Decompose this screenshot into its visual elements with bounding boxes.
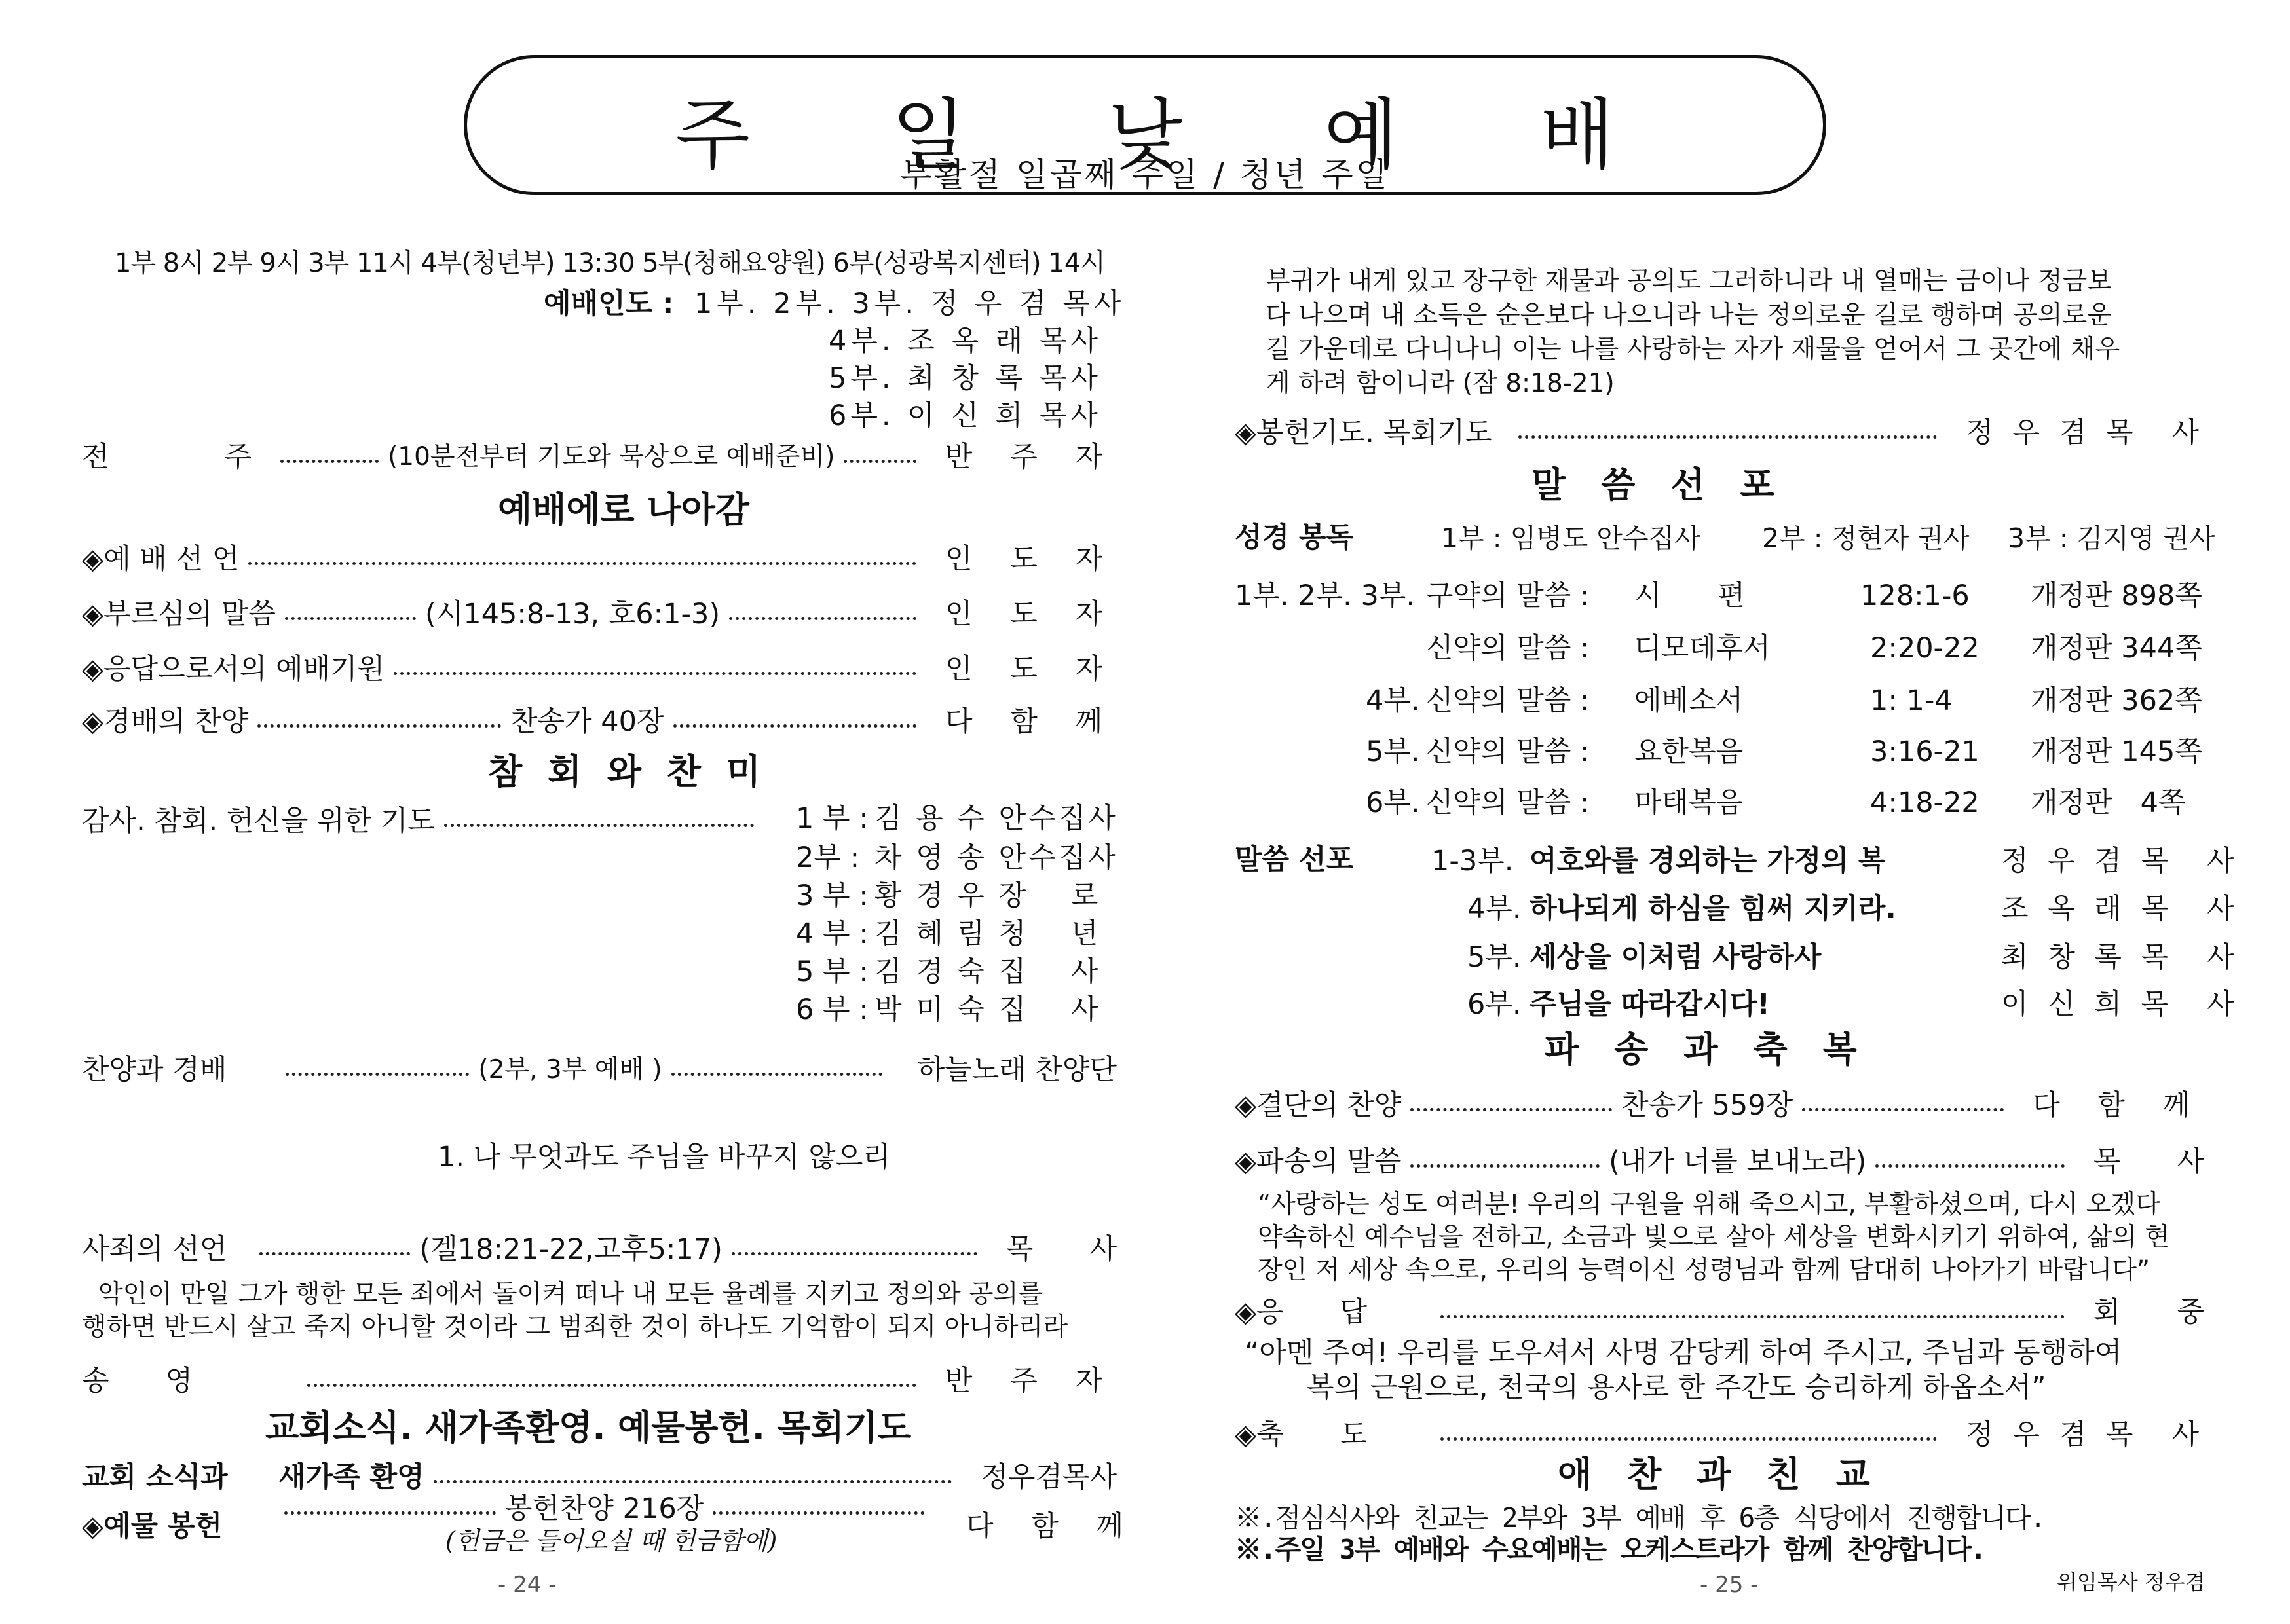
sermon-part: 5부. <box>1467 941 1522 974</box>
sending-text: “사랑하는 성도 여러분! 우리의 구원을 위해 죽으시고, 부활하셨으며, 다시 오겠다 <box>1258 1190 2160 1219</box>
reading-page: 개정판 145쪽 <box>2031 735 2202 768</box>
pastor-credit: 위임목사 정우겸 <box>2057 1570 2206 1595</box>
dot-leader <box>713 1511 924 1515</box>
sermon-preacher: 이 신 희 목 사 <box>2001 988 2240 1021</box>
dot-leader <box>434 1480 952 1483</box>
reading-kind: 신약의 말씀 : <box>1426 786 1590 819</box>
sermon-title: 세상을 이처럼 사랑하사 <box>1530 941 1822 974</box>
row-detail: (10분전부터 기도와 묵상으로 예배준비) <box>388 442 835 471</box>
prayer-part: 5 부 : <box>796 955 869 988</box>
row-role: 정우겸목사 <box>981 1460 1117 1494</box>
announcement: ※.주일 3부 예배와 수요예배는 오케스트라가 함께 찬양합니다. <box>1235 1534 1985 1565</box>
response-row <box>1235 1290 2204 1329</box>
scripture-text: 다 나으며 내 소득은 순은보다 나으니라 나는 정의로운 길로 행하며 공의로운 <box>1266 301 2112 330</box>
prayer-part: 6 부 : <box>796 993 869 1026</box>
reader: 2부 : 정현자 권사 <box>1762 523 1970 554</box>
reading-row <box>1235 681 2204 720</box>
row-label: ◈응답으로서의 예배기원 <box>82 652 385 686</box>
reading-ref: 3:16-21 <box>1870 735 1980 768</box>
dot-leader <box>257 724 501 728</box>
offering-note: (헌금은 들어오실 때 헌금함에) <box>445 1526 778 1555</box>
dot-leader <box>280 460 379 463</box>
announcement: ※.점심식사와 친교는 2부와 3부 예배 후 6층 식당에서 진행합니다. <box>1235 1502 2045 1534</box>
scripture-text: 게 하려 함이니라 (잠 8:18-21) <box>1266 369 1615 398</box>
absolution-text: 행하면 반드시 살고 죽지 아니할 것이라 그 범죄한 것이 하나도 기억함이 되지 아니하리라 <box>82 1312 1068 1342</box>
prayer-name: 김 용 수 안수집사 <box>874 802 1118 835</box>
title-char: 낮 <box>1108 90 1182 180</box>
prayer-part: 3 부 : <box>796 879 869 912</box>
dot-leader <box>673 724 917 728</box>
dot-leader <box>307 1384 916 1387</box>
dot-leader <box>1440 1315 2065 1318</box>
reading-ref: 4:18-22 <box>1870 786 1980 819</box>
row-label: ◈축 도 <box>1235 1418 1368 1451</box>
liturgy-row <box>82 647 1117 686</box>
absolution-text: 악인이 만일 그가 행한 모든 죄에서 돌이켜 떠나 내 모든 율례를 지키고 정의와 공의를 <box>98 1280 1043 1309</box>
dot-leader <box>1410 1108 1612 1111</box>
reading-kind: 구약의 말씀 : <box>1426 580 1590 612</box>
sermon-row <box>1235 985 2240 1024</box>
row-label: 전 주 <box>82 440 272 473</box>
dot-leader <box>844 460 916 463</box>
scripture-text: 길 가운데로 다니나니 이는 나를 사랑하는 자가 재물을 얻어서 그 곳간에 채우 <box>1266 335 2120 364</box>
row-label: 찬양과 경배 <box>82 1053 227 1086</box>
liturgy-row <box>82 592 1117 631</box>
reading-label: 성경 봉독 <box>1235 521 1354 554</box>
reading-book: 디모데후서 <box>1634 632 1771 665</box>
row-label: 송 영 <box>82 1364 193 1397</box>
row-detail: 찬송가 559장 <box>1621 1088 1793 1122</box>
offering-label: ◈예물 봉헌 <box>82 1510 223 1543</box>
row-role: 정 우 겸 목 사 <box>1966 416 2204 449</box>
row-role: 인 도 자 <box>945 542 1117 576</box>
sermon-preacher: 정 우 겸 목 사 <box>2001 845 2240 877</box>
prayer-part: 2부 : <box>796 841 860 874</box>
row-detail: (시145:8-13, 호6:1-3) <box>424 597 721 631</box>
response-text: 복의 근원으로, 천국의 용사로 한 주간도 승리하게 하옵소서” <box>1307 1371 2046 1404</box>
row-label: ◈파송의 말씀 <box>1235 1145 1402 1178</box>
row-role: 다 함 께 <box>945 705 1117 738</box>
row-role: 인 도 자 <box>945 597 1117 631</box>
row-label: ◈응 답 <box>1235 1295 1368 1329</box>
sending-text: 장인 저 세상 속으로, 우리의 능력이신 성령님과 함께 담대히 나아가기 바랍니다” <box>1258 1255 2150 1285</box>
title-char: 예 <box>1324 90 1398 180</box>
reading-book: 에베소서 <box>1634 684 1744 717</box>
sending-text: 약속하신 예수님을 전하고, 소금과 빛으로 살아 세상을 변화시키기 위하여, 삶의 현 <box>1258 1223 2170 1252</box>
page-number: - 25 - <box>1700 1572 1759 1598</box>
section-heading: 참 회 와 찬 미 <box>488 751 768 792</box>
dot-leader <box>285 617 416 620</box>
reading-part: 6부. <box>1366 786 1420 819</box>
prayer-list-item <box>796 952 1123 991</box>
row-role: 회 중 <box>2093 1295 2204 1329</box>
reading-ref: 128:1-6 <box>1860 580 1970 612</box>
reading-kind: 신약의 말씀 : <box>1426 632 1590 665</box>
row-label: 사죄의 선언 <box>82 1232 227 1266</box>
prayer-list-item <box>796 876 1123 915</box>
sermon-row <box>1235 889 2240 929</box>
row-detail: (내가 너를 보내노라) <box>1609 1145 1867 1178</box>
reading-row <box>1235 629 2204 668</box>
reading-page: 개정판 4쪽 <box>2031 786 2186 819</box>
reading-kind: 신약의 말씀 : <box>1426 684 1590 717</box>
prelude-row <box>82 435 1117 474</box>
row-label: ◈결단의 찬양 <box>1235 1088 1402 1122</box>
sermon-title: 주님을 따라갑시다! <box>1530 988 1770 1021</box>
reading-ref: 2:20-22 <box>1870 632 1980 665</box>
prayer-list-item <box>796 914 1123 953</box>
dot-leader <box>248 562 916 565</box>
reading-ref: 1: 1-4 <box>1870 684 1953 717</box>
reading-part: 4부. <box>1366 684 1420 717</box>
row-role: 다 함 께 <box>2033 1088 2205 1122</box>
benediction-row <box>1235 1412 2204 1452</box>
decision-row <box>1235 1083 2204 1122</box>
prayer-name: 차 영 송 안수집사 <box>874 841 1118 874</box>
reading-book: 시 편 <box>1634 580 1746 612</box>
section-heading: 파 송 과 축 복 <box>1545 1029 1857 1070</box>
prayer-row <box>82 799 763 838</box>
reading-row <box>1235 732 2204 771</box>
dot-leader <box>1518 435 1938 439</box>
sermon-part: 6부. <box>1467 988 1522 1021</box>
absolution-row <box>82 1227 1117 1266</box>
response-text: “아멘 주여! 우리를 도우셔서 사명 감당케 하여 주시고, 주님과 동행하여 <box>1245 1337 2122 1369</box>
reader: 3부 : 김지영 권사 <box>2008 523 2215 554</box>
reading-part: 1부. 2부. 3부. <box>1235 580 1416 612</box>
row-role: 하늘노래 찬양단 <box>917 1053 1117 1086</box>
praise-song: 1. 나 무엇과도 주님을 바꾸지 않으리 <box>438 1141 890 1173</box>
dot-leader <box>729 617 916 620</box>
offering-role: 다 함 께 <box>966 1510 1138 1543</box>
row-label: ◈예 배 선 언 <box>82 542 240 576</box>
sermon-preacher: 조 옥 래 목 사 <box>2001 893 2240 925</box>
title-char: 배 <box>1540 90 1615 180</box>
row-role: 인 도 자 <box>945 652 1117 686</box>
reading-row <box>1235 576 2204 616</box>
dot-leader <box>394 672 916 675</box>
section-heading: 예배에로 나아감 <box>498 489 749 530</box>
reader: 1부 : 임병도 안수집사 <box>1441 523 1700 554</box>
row-label: 교회 소식과 <box>82 1460 228 1494</box>
dot-leader <box>259 1252 410 1255</box>
prayer-list-item <box>796 838 1123 877</box>
row-label: 새가족 환영 <box>278 1460 424 1494</box>
row-role: 반 주 자 <box>945 1364 1117 1397</box>
title-char: 일 <box>892 90 966 180</box>
dot-leader <box>1875 1164 2065 1168</box>
sermon-row <box>1235 841 2240 881</box>
prayer-list-item <box>796 990 1123 1029</box>
dot-leader <box>284 1511 496 1515</box>
sermon-part: 4부. <box>1467 893 1522 925</box>
reading-kind: 신약의 말씀 : <box>1426 735 1590 768</box>
row-role: 목 사 <box>1005 1232 1117 1266</box>
section-heading: 애 찬 과 친 교 <box>1558 1454 1870 1495</box>
doxology-row <box>82 1359 1117 1398</box>
reading-page: 개정판 344쪽 <box>2031 632 2202 665</box>
offering-hymn-row <box>275 1486 933 1526</box>
reading-row <box>1235 783 2204 822</box>
page-number: - 24 - <box>498 1572 557 1598</box>
leader-line: 6부. 이 신 희 목사 <box>829 399 1102 432</box>
reading-part: 5부. <box>1366 735 1420 768</box>
prayer-name: 박 미 숙 집 사 <box>874 993 1101 1026</box>
reading-book: 요한복음 <box>1634 735 1744 768</box>
dot-leader <box>286 1073 469 1076</box>
sermon-preacher: 최 창 록 목 사 <box>2001 941 2240 974</box>
liturgy-row <box>82 699 1117 739</box>
prayer-part: 4 부 : <box>796 917 869 950</box>
row-label: ◈경배의 찬양 <box>82 705 249 738</box>
service-schedule: 1부 8시 2부 9시 3부 11시 4부(청년부) 13:30 5부(청해요양원) 6부(성광복지센터) 14시 <box>115 248 1105 278</box>
row-label: 감사. 참회. 헌신을 위한 기도 <box>82 804 435 838</box>
liturgy-row <box>82 537 1117 576</box>
row-label: ◈봉헌기도. 목회기도 <box>1235 416 1492 449</box>
reading-book: 마태복음 <box>1634 786 1744 819</box>
prayer-name: 김 경 숙 집 사 <box>874 955 1101 988</box>
dot-leader <box>732 1252 977 1255</box>
reading-page: 개정판 362쪽 <box>2031 684 2202 717</box>
title-banner <box>464 55 1826 195</box>
row-role: 반 주 자 <box>945 440 1117 473</box>
scripture-text: 부귀가 내게 있고 장구한 재물과 공의도 그러하니라 내 열매는 금이나 정금보 <box>1266 267 2112 296</box>
sermon-label: 말씀 선포 <box>1235 843 1354 876</box>
sending-row <box>1235 1139 2204 1179</box>
section-heading: 말 씀 선 포 <box>1531 464 1774 506</box>
row-role: 목 사 <box>2093 1145 2204 1178</box>
row-detail: (겔18:21-22,고후5:17) <box>419 1232 723 1266</box>
sermon-title: 여호와를 경외하는 가정의 복 <box>1530 845 1886 877</box>
dot-leader <box>444 824 754 827</box>
dot-leader <box>1440 1437 1937 1441</box>
section-heading: 교회소식. 새가족환영. 예물봉헌. 목회기도 <box>265 1408 912 1448</box>
sermon-part: 1-3부. <box>1431 845 1514 877</box>
dot-leader <box>671 1073 882 1076</box>
leader-line: 5부. 최 창 록 목사 <box>829 362 1102 395</box>
offering-prayer-row <box>1235 411 2204 450</box>
dot-leader <box>1410 1164 1600 1168</box>
prayer-name: 김 혜 림 청 년 <box>874 917 1101 950</box>
praise-row <box>82 1048 1117 1087</box>
row-detail: (2부, 3부 예배 ) <box>478 1055 662 1084</box>
leader-line: 4부. 조 옥 래 목사 <box>829 325 1102 358</box>
sermon-title: 하나되게 하심을 힘써 지키라. <box>1530 893 1896 925</box>
page-subtitle: 부활절 일곱째 주일 / 청년 주일 <box>900 156 1390 194</box>
leaders-label: 예배인도 : <box>544 287 674 320</box>
title-char: 주 <box>675 90 750 180</box>
row-label: ◈부르심의 말씀 <box>82 597 276 631</box>
reading-page: 개정판 898쪽 <box>2031 580 2202 612</box>
prayer-part: 1 부 : <box>796 802 869 835</box>
row-role: 정 우 겸 목 사 <box>1966 1418 2204 1451</box>
row-detail: 찬송가 40장 <box>510 705 664 738</box>
dot-leader <box>1802 1108 2004 1111</box>
prayer-name: 황 경 우 장 로 <box>874 879 1101 912</box>
prayer-list-item <box>796 799 1123 838</box>
offering-hymn: 봉헌찬양 216장 <box>504 1492 704 1525</box>
leader-line: 1부. 2부. 3부. 정 우 겸 목사 <box>694 287 1125 320</box>
sermon-row <box>1235 938 2240 977</box>
